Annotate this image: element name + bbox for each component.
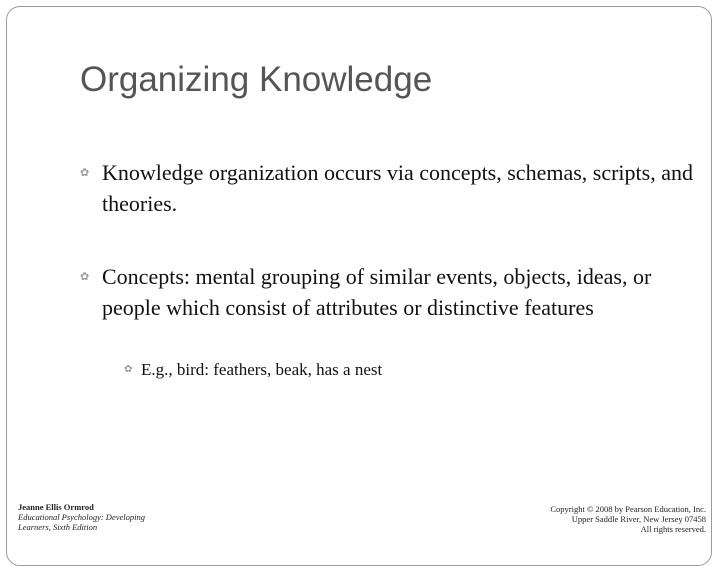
sub-bullet-text-1: E.g., bird: feathers, beak, has a nest [141,360,383,379]
slide-title: Organizing Knowledge [80,60,433,99]
footer-copyright [486,504,706,534]
footer-copyright-line-2: Upper Saddle River, New Jersey 07458 [571,514,706,524]
bullet-item-1 [80,157,700,219]
bullet-text-1: Knowledge organization occurs via concepts, schemas, scripts, and theories. [102,160,693,216]
footer-copyright-line-3: All rights reserved. [640,524,706,534]
ornate-bullet-icon: ✿ [124,364,133,375]
footer-book-line-2: Learners, Sixth Edition [18,522,98,532]
sub-bullet-item-1 [124,358,644,382]
footer-book-line-1: Educational Psychology: Developing [18,512,145,522]
footer-copyright-line-1: Copyright © 2008 by Pearson Education, Inc. [550,504,706,514]
bullet-item-2 [80,261,680,323]
bullet-text-2: Concepts: mental grouping of similar events, objects, ideas, or people which consist of attributes or distinctive features [102,264,652,320]
ornate-bullet-icon: ✿ [80,166,90,179]
ornate-bullet-icon: ✿ [80,270,90,283]
footer-author: Jeanne Ellis Ormrod [18,502,94,512]
footer-book-info [18,502,145,532]
